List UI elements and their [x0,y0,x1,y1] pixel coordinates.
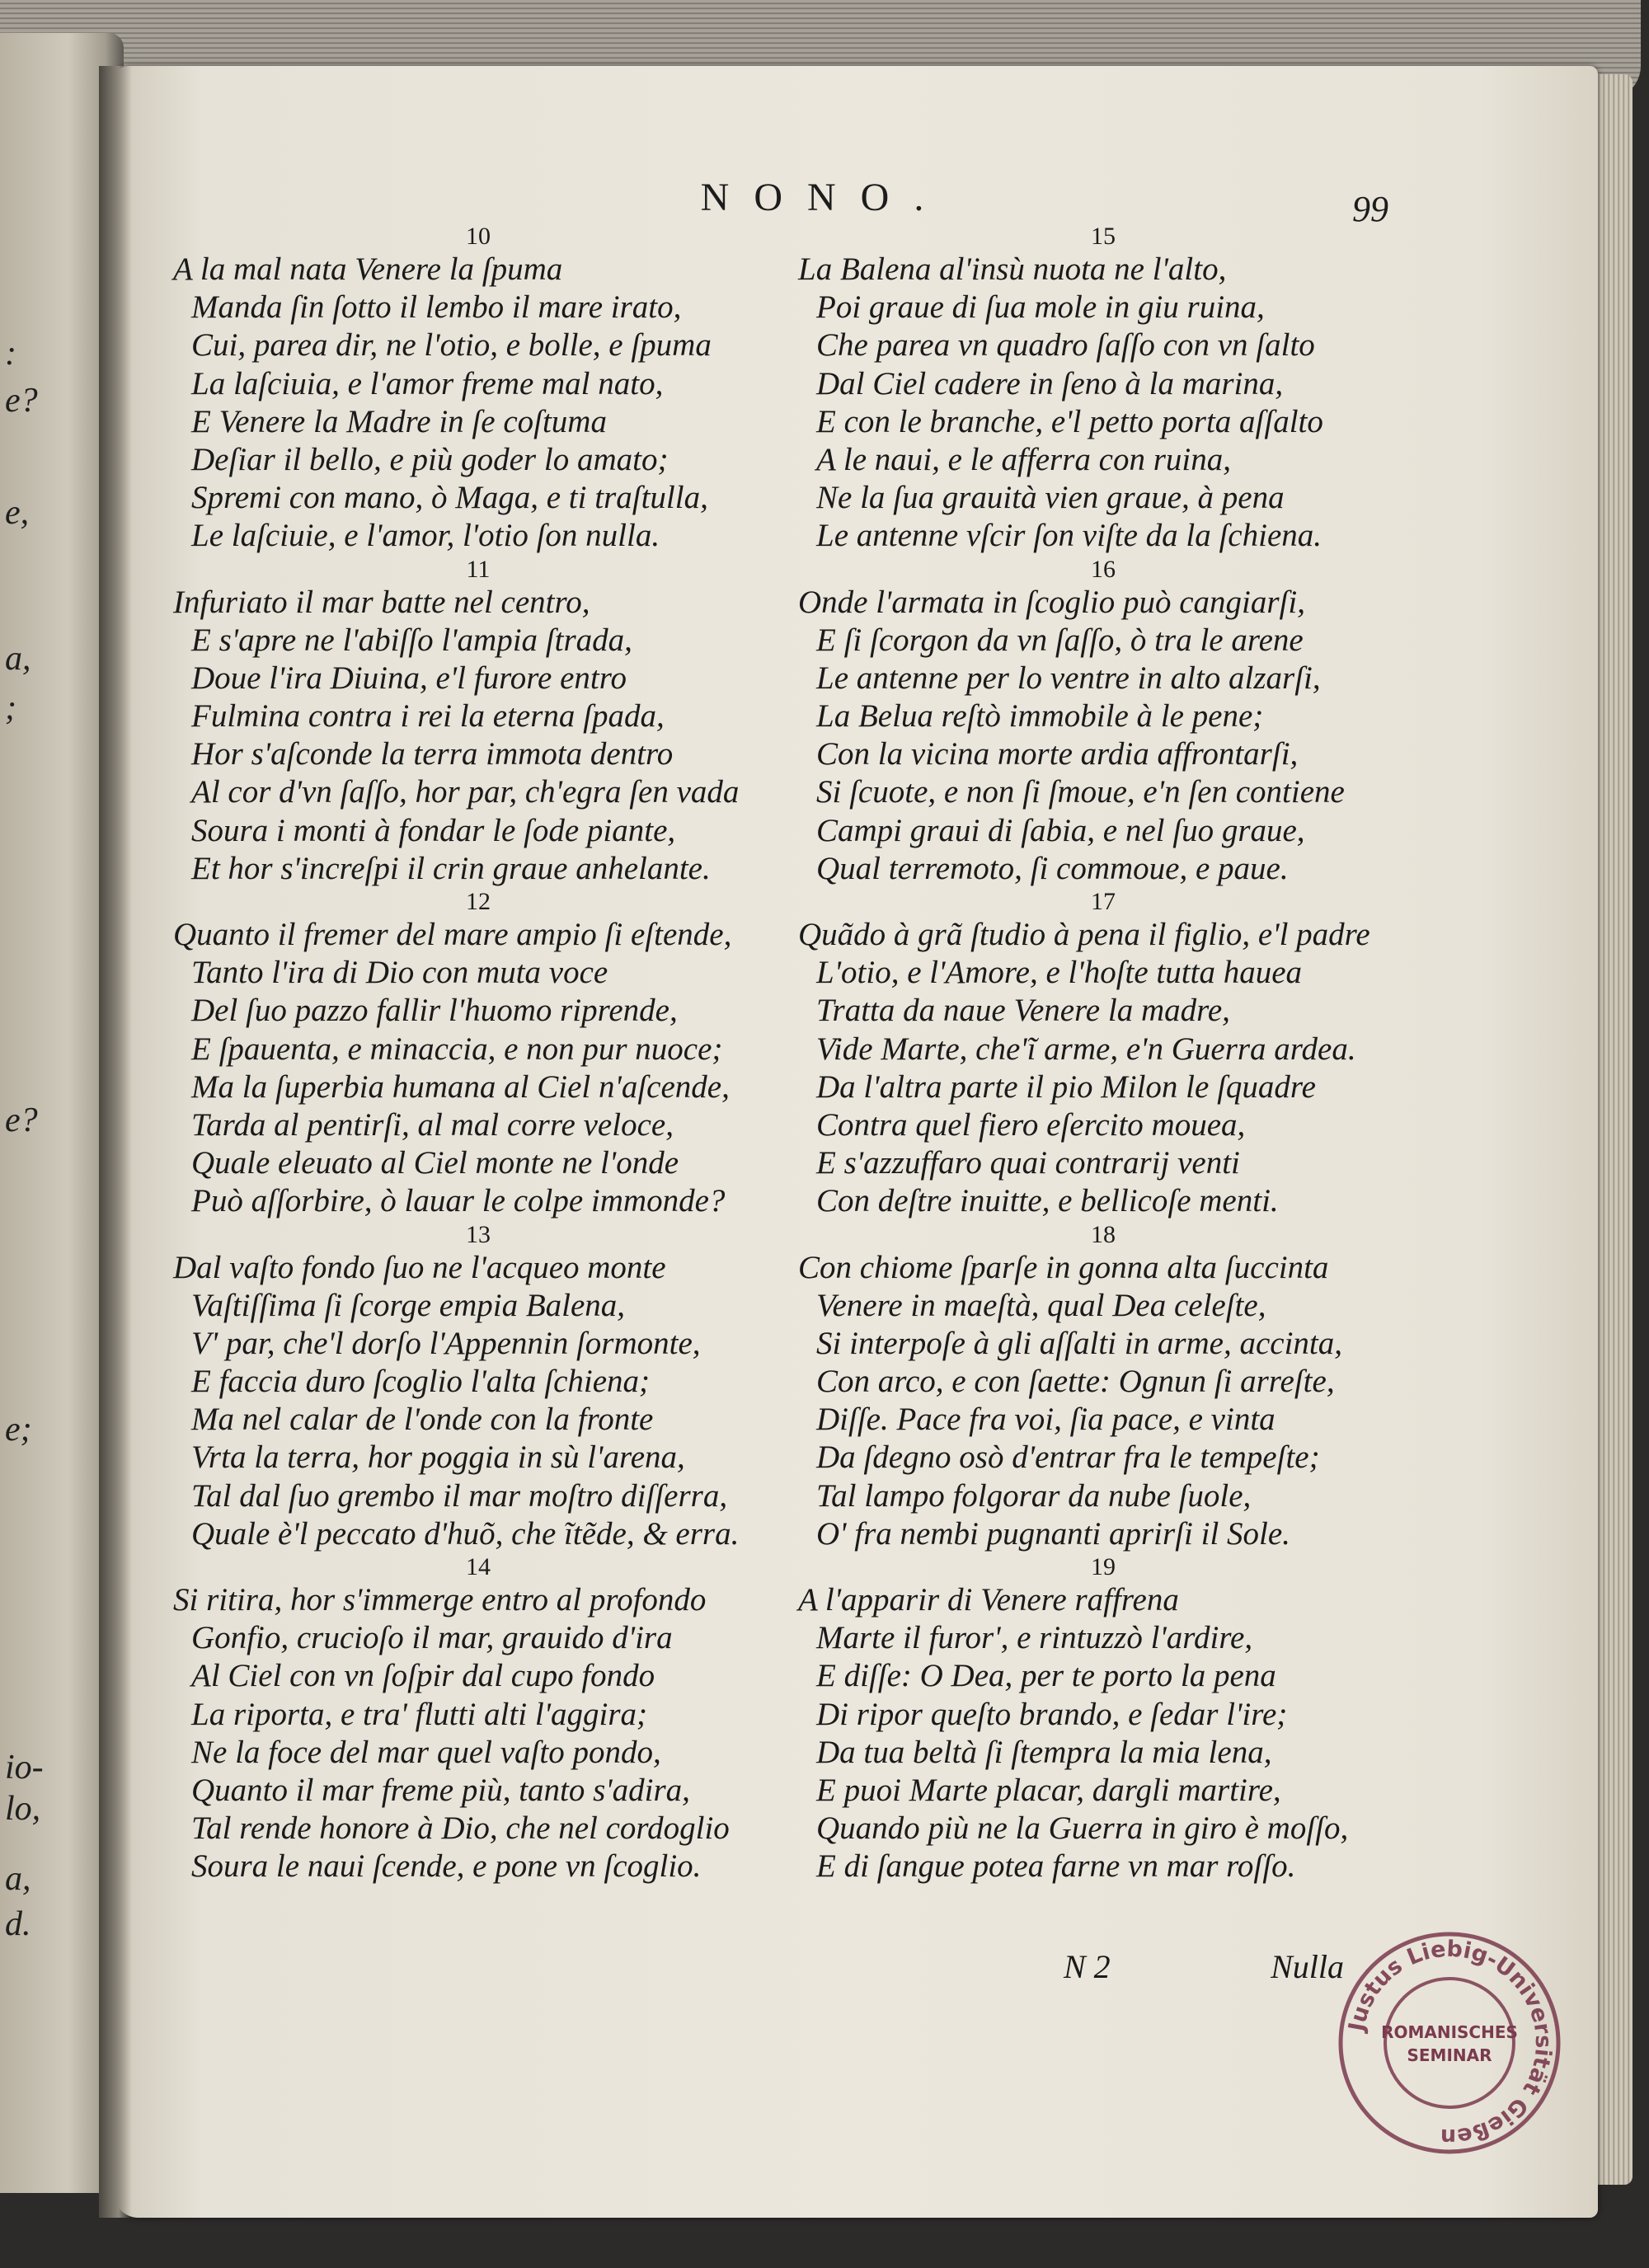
stanza-number: 14 [466,1553,491,1580]
catchword: Nulla [1271,1948,1344,1985]
verse-line: Con chiome ſparſe in gonna alta ſuccinta [798,1249,1329,1285]
verse-line: Da tua beltà ſi ſtempra la mia lena, [816,1734,1272,1770]
verse-line: Con la vicina morte ardia affrontarſi, [816,736,1299,772]
verse-line: Poi graue di ſua mole in giu ruina, [816,289,1265,326]
verse-line: Cui, parea dir, ne l'otio, e bolle, e ſpuma [191,327,712,364]
verse-line: E diſſe: O Dea, per te porto la pena [816,1658,1276,1694]
verse-line: Ne la foce del mar quel vaſto pondo, [191,1734,661,1770]
verse-line: Qual terremoto, ſi commoue, e paue. [816,850,1289,886]
verse-line: Tanto l'ira di Dio con muta voce [191,955,608,991]
verse-line: Soura i monti à fondar le ſode piante, [191,812,676,848]
verse-line: Doue l'ira Diuina, e'l furore entro [191,660,627,696]
verse-line: Ma nel calar de l'onde con la fronte [191,1402,654,1438]
left-page-fragment: e, [5,494,30,532]
verse-line: E Venere la Madre in ſe coſtuma [191,403,607,439]
left-page-fragment: e; [5,1411,32,1449]
stanza-number: 10 [466,223,491,250]
verse-line: E puoi Marte placar, dargli martire, [816,1772,1281,1808]
verse-line: O' fra nembi pugnanti aprirſi il Sole. [816,1515,1290,1552]
verse-line: Gonfio, crucioſo il mar, grauido d'ira [191,1620,673,1656]
verse-line: Tal lampo folgorar da nube ſuole, [816,1477,1252,1514]
verse-line: La laſciuia, e l'amor freme mal nato, [191,365,664,401]
verse-line: Manda ſin ſotto il lembo il mare irato, [191,289,682,326]
verse-line: Dal Ciel cadere in ſeno à la marina, [816,365,1284,401]
verse-line: E ſi ſcorgon da vn ſaſſo, ò tra le arene [816,622,1304,658]
verse-line: Vaſtiſſima ſi ſcorge empia Balena, [191,1287,626,1323]
verse-line: Quale eleuato al Ciel monte ne l'onde [191,1145,679,1181]
verse-line: Al Ciel con vn ſoſpir dal cupo fondo [191,1658,655,1694]
verse-line: Le antenne vſcir ſon viſte da la ſchiena. [816,518,1322,554]
verse-line: A l'apparir di Venere raffrena [798,1582,1179,1618]
verse-line: Et hor s'increſpi il crin graue anhelante. [191,850,711,886]
stanza [798,1553,1408,1886]
stanza [173,1553,783,1886]
stanza-number: 11 [466,555,491,583]
verse-line: Si ſcuote, e non ſi ſmoue, e'n ſen contiene [816,774,1345,810]
verse-line: Diſſe. Pace fra voi, ſia pace, e vinta [816,1402,1276,1438]
verse-line: Può aſſorbire, ò lauar le colpe immonde? [191,1183,726,1219]
verse-line: Che parea vn quadro ſaſſo con vn ſalto [816,327,1315,364]
verse-line: Spremi con mano, ò Maga, e ti traſtulla, [191,480,708,516]
verse-line: A la mal nata Venere la ſpuma [173,251,563,287]
stanza-number: 16 [1091,555,1116,583]
page-gutter-shadow [99,66,132,2218]
verse-line: Con arco, e con ſaette: Ognun ſi arreſte, [816,1364,1335,1400]
verse-line: Tarda al pentirſi, al mal corre veloce, [191,1106,674,1143]
verse-line: Dal vaſto fondo ſuo ne l'acqueo monte [173,1249,666,1285]
stanza [798,888,1408,1221]
stanza [173,223,783,556]
verse-line: Di ripor queſto brando, e ſedar l'ire; [816,1696,1288,1732]
stanza [798,556,1408,889]
stanza [798,1221,1408,1554]
text-column-right [798,223,1408,1886]
stanza [173,1221,783,1554]
verse-line: Deſiar il bello, e più goder lo amato; [191,441,669,477]
verse-line: Quando più ne la Guerra in giro è moſſo, [816,1810,1349,1847]
stanza-number: 13 [466,1220,491,1248]
left-page-fragment: a, [5,1860,31,1898]
stamp-line-2: SEMINAR [1407,2045,1492,2065]
verse-line: Quale è'l peccato d'huõ, che ĩtẽde, & erra. [191,1515,740,1552]
verse-line: Si interpoſe à gli aſſalti in arme, accinta, [816,1325,1343,1361]
verse-line: A le naui, e le afferra con ruina, [816,441,1231,477]
verse-line: Tal rende honore à Dio, che nel cordoglio [191,1810,730,1847]
stanza-number: 19 [1091,1553,1116,1580]
verse-line: E faccia duro ſcoglio l'alta ſchiena; [191,1364,651,1400]
verse-line: Quãdo à grã ſtudio à pena il figlio, e'l padre [798,917,1370,952]
verse-line: La riporta, e tra' flutti alti l'aggira; [191,1696,647,1732]
verse-line: L'otio, e l'Amore, e l'hoſte tutta hauea [816,955,1302,991]
verse-line: V' par, che'l dorſo l'Appennin ſormonte, [191,1325,701,1361]
verse-line: Tratta da naue Venere la madre, [816,993,1230,1029]
running-title: NONO. [700,176,949,219]
verse-line: Onde l'armata in ſcoglio può cangiarſi, [798,584,1305,620]
left-page-fragment: e? [5,1101,38,1139]
stanza [173,888,783,1221]
left-page-fragment: e? [5,382,38,420]
verse-line: E di ſangue potea farne vn mar roſſo. [816,1848,1296,1885]
verse-line: Infuriato il mar batte nel centro, [173,584,590,620]
page-number: 99 [1352,189,1388,229]
verse-line: Al cor d'vn ſaſſo, hor par, ch'egra ſen vada [191,774,740,810]
verse-line: Soura le naui ſcende, e pone vn ſcoglio. [191,1848,702,1885]
stanza [173,556,783,889]
verse-line: E s'azzuffaro quai contrarij venti [816,1145,1240,1181]
verse-line: Le laſciuie, e l'amor, l'otio ſon nulla. [191,518,660,554]
stamp-line-1: ROMANISCHES [1381,2022,1518,2042]
verse-line: Del ſuo pazzo fallir l'huomo riprende, [191,993,678,1029]
text-column-left [173,223,783,1886]
verse-line: Fulmina contra i rei la eterna ſpada, [191,698,665,735]
verse-line: Marte il furor', e rintuzzò l'ardire, [816,1620,1253,1656]
verse-line: Vrta la terra, hor poggia in sù l'arena, [191,1439,685,1476]
left-page-fragment: lo, [5,1790,41,1828]
verse-line: Con deſtre inuitte, e bellicoſe menti. [816,1183,1279,1219]
left-page-fragment: : [5,335,16,373]
verse-line: Le antenne per lo ventre in alto alzarſi, [816,660,1321,696]
verse-line: E con le branche, e'l petto porta aſſalto [816,403,1323,439]
page-footer [1064,1947,1344,1986]
left-page-fragment: a, [5,640,31,678]
verse-line: Quanto il fremer del mare ampio ſi eſtende, [173,917,732,952]
stanza-number: 18 [1091,1220,1116,1248]
verse-line: Da ſdegno osò d'entrar fra le tempeſte; [816,1439,1320,1476]
verse-line: La Balena al'insù nuota ne l'alto, [798,251,1227,287]
verse-line: Vide Marte, che'ĩ arme, e'n Guerra ardea. [816,1031,1356,1067]
verse-line: E ſpauenta, e minaccia, e non pur nuoce; [191,1031,723,1067]
verse-line: Da l'altra parte il pio Milon le ſquadre [816,1068,1316,1105]
signature-mark: N 2 [1064,1948,1111,1985]
verse-line: E s'apre ne l'abiſſo l'ampia ſtrada, [191,622,632,658]
verse-line: Contra quel fiero eſercito mouea, [816,1106,1246,1143]
stanza [798,223,1408,556]
library-stamp [1334,1928,1565,2158]
verse-line: Si ritira, hor s'immerge entro al profondo [173,1582,707,1618]
left-page-fragment: ; [5,689,16,727]
verse-line: Quanto il mar freme più, tanto s'adira, [191,1772,690,1808]
verse-line: Tal dal ſuo grembo il mar moſtro diſſerra, [191,1477,728,1514]
verse-line: Ne la ſua grauità vien graue, à pena [816,480,1285,516]
stanza-number: 15 [1091,223,1116,250]
stanza-number: 12 [466,888,491,915]
stamp-outer-text: Justus Liebig-Universität Gießen [1344,1936,1557,2150]
verse-line: Campi graui di ſabia, e nel ſuo graue, [816,812,1305,848]
left-page-fragment: d. [5,1905,31,1943]
verse-line: La Belua reſtò immobile à le pene; [816,698,1264,735]
stanza-number: 17 [1091,888,1116,915]
verse-line: Venere in maeſtà, qual Dea celeſte, [816,1287,1266,1323]
left-page-fragment: io- [5,1749,44,1787]
verse-line: Ma la ſuperbia humana al Ciel n'aſcende, [191,1068,730,1105]
verse-line: Hor s'aſconde la terra immota dentro [191,736,674,772]
